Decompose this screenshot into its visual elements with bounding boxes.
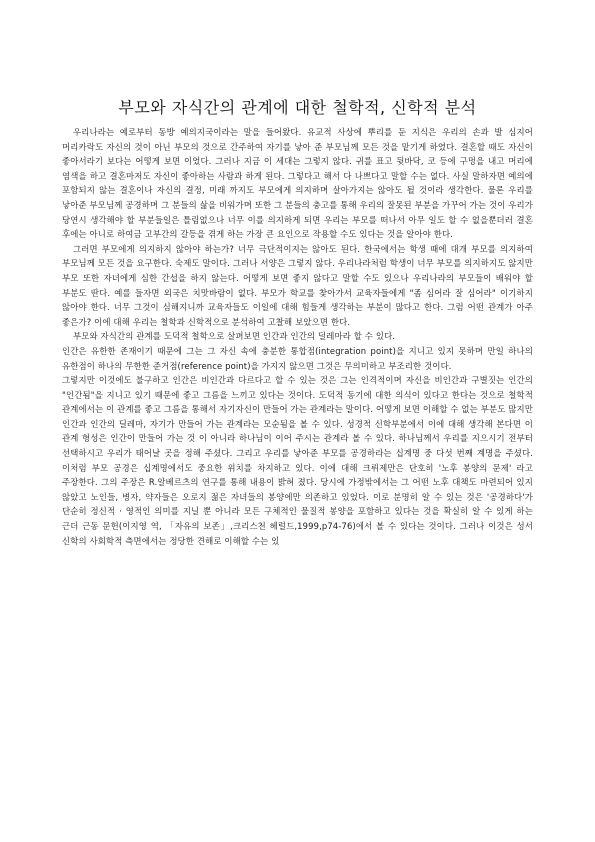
paragraph: 그렇지만 이것에도 불구하고 인간은 비인간과 다르다고 할 수 있는 것은 그는 인격적이며 자신을 비인간과 구별짓는 인간의 "인간됨"을 지니고 있기 때문에 좋고 그름을 느끼고 있다는 것이다. 도덕적 동기에 대한 의식이 있다고 한다는 것으로 철학적 관계에서는 이 관계를 좋고 그름을 통해서 자기자신이 만들어 가는 관계라는 말이다. 어떻게 보면 이해할 수 없는 부분도 많지만 인간과 인간의 딜레마, 자기가 만들어 가는 관계라는 모순됨을 볼 수 있다. 성경적 신학부분에서 이에 대해 생각해 본다면 이 관계 형성은 인간이 만들어 가는 것 이 아니라 하나님이 이어 주시는 관계라 볼 수 있다. 하나님께서 우리를 지으시기 전부터 선택하시고 우리가 태어날 곳을 정해 주셨다. 그리고 우리를 낳아준 부모를 공경하라는 십계명 중 다섯 번째 계명을 주셨다. 이처럼 부모 공경은 십계명에서도 중요한 위치를 차지하고 있다. 이에 대해 크뤼제만은 단호히 '노후 봉양의 문제' 라고 주장한다. 그의 주장은 R.알베르츠의 연구를 통해 내용이 밝혀 졌다. 당시에 가정밖에서는 그 어떤 노후 대책도 마련되어 있지 않았고 노인들, 병자, 약자들은 오로지 젊은 자녀들의 봉양에만 의존하고 있었다. 이로 분명히 알 수 있는 것은 '공경하다'가 단순히 정신적 · 영적인 의미를 지닐 뿐 아니라 모든 구체적인 물질적 봉양을 포함하고 있다는 것을 확실히 알 수 있게 하는 근더 근동 문헌(이지영 역, 「자유의 보존」,크리스천 헤럴드,1999,p74-76)에서 볼 수 있다는 것이다. 그러나 이것은 성서 신학의 사회학적 측면에서는 정당한 견해로 이해할 수는 있 (62, 375, 533, 546)
paragraph: 그러면 부모에게 의지하지 않아야 하는가? 너무 극단적이지는 않아도 된다. 한국에서는 학생 때에 대개 부모를 의지하여 부모님께 모든 것을 요구한다. 숙제도 말이다. 그러나 서양은 그렇지 않다. 우리나라처럼 학생이 너무 부모를 의지하지도 않지만 부모 또한 자녀에게 심한 간섭을 하지 않는다. 어떻게 보면 좋지 않다고 말할 수도 있으나 우리나라의 부모들이 배워야 할 부분도 딴다. 예를 들자면 외국은 치맛바람이 없다. 부모가 학교를 찾아가서 교육자들에게 "좀 심어라 잘 심어라" 이기하지 않아야 한다. 너무 그것이 심해지니까 교육자들도 이일에 대해 힘들게 생각하는 부분이 많다고 한다. 그럼 어떤 관계가 아주 좋은가? 이에 대해 우리는 철학과 신학적으로 분석하여 고찰해 보았으면 한다. (62, 243, 533, 327)
paragraph: 부모와 자식간의 관계를 도덕적 철학으로 살펴보면 인간과 인간의 덜레마라 할 수 있다. (73, 331, 396, 342)
paragraph: 우리나라는 예로부터 동방 예의지국이라는 말을 들어왔다. 유교적 사상에 뿌리를 둔 지식은 우리의 손과 발 심지어 머리카락도 자신의 것이 아닌 부모의 것으로 간주하여 자기를 낳아 준 부모님께 모든 것을 맡기게 하였다. 결혼할 때도 자신이 좋아서라기 보다는 어떻게 보면 이었다. 그러나 지금 이 세대는 그렇지 않다. 귀를 표고 뒷바닥, 코 등에 구멍을 내고 머리에 염색을 하고 결혼마저도 자신이 좋아하는 사람과 하게 된다. 그렇다고 해서 다 나쁘다고 말할 수는 없다. 사실 말하자면 예의에 포함되지 않는 결혼이나 자신의 결정, 미래 까지도 부모에게 의지하며 살아가지는 않아도 될 것이라 생각한다. 물론 우리를 낳아준 부모님께 공경하며 그 분들의 삶을 비워가며 또한 그 분들의 충고를 통해 우리의 잘못된 부분을 가꾸어 가는 것이 우리가 당연시 생각해야 할 부분들일은 틀림없으나 너무 이를 의지하게 되면 우리는 부모를 떠나서 아무 일도 할 수 없을뿐더러 결혼 후에는 아니로 하여금 고부간의 갈등을 겪게 하는 가장 큰 요인으로 작용할 수도 있다는 것을 알아야 한다. (62, 127, 533, 240)
document-body (62, 125, 533, 548)
document-title: 부모와 자식간의 관계에 대한 철학적, 신학적 분석 (118, 98, 477, 117)
paragraph: 인간은 유한한 존재이기 때문에 그는 그 자신 속에 충분한 통합점(integration point)을 지니고 있지 못하며 만일 하나의 유한점이 하나의 무한한 준거점(reference point)을 가지지 않으면 그것은 무의미하고 부조리한 것이다. (62, 345, 533, 371)
